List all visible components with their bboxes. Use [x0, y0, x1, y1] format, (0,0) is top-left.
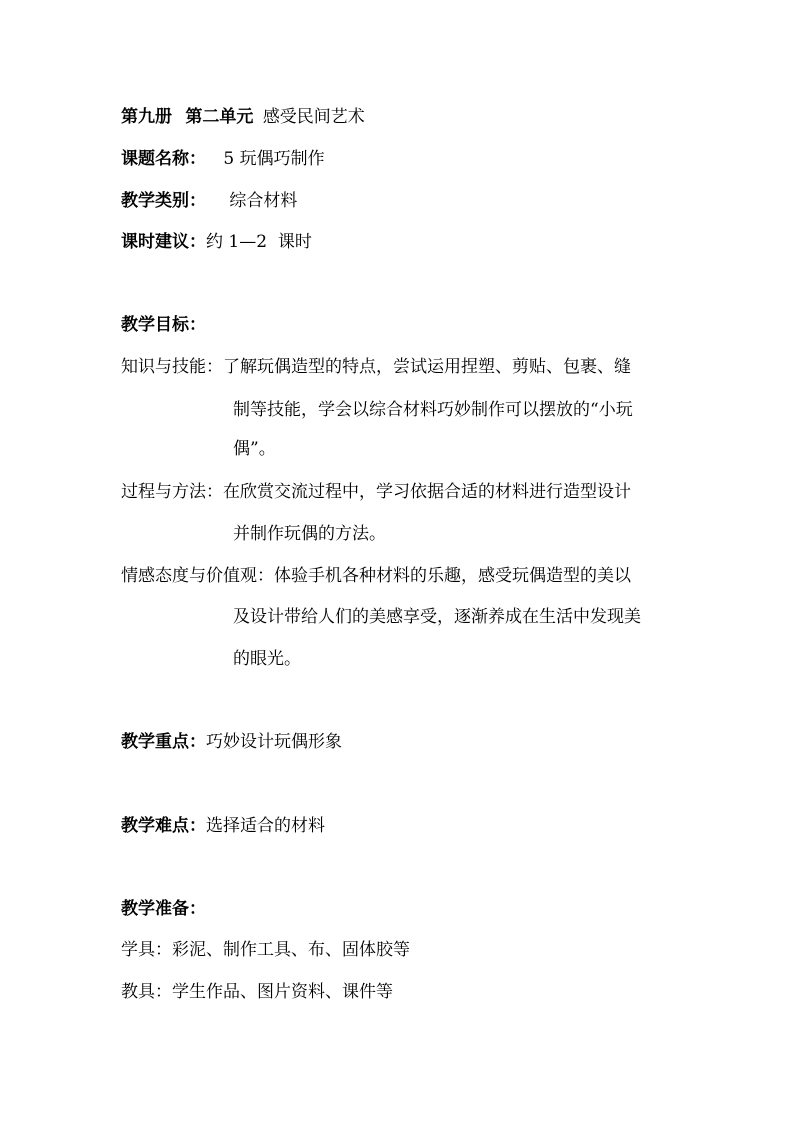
topic-label: 课题名称：: [121, 149, 206, 169]
difficulty-value: 选择适合的材料: [206, 816, 325, 836]
student-tools-value: 彩泥、制作工具、布、固体胶等: [172, 940, 410, 960]
knowledge-label: 知识与技能：: [121, 357, 223, 377]
topic-row: [121, 148, 325, 170]
teacher-tools-row: [121, 981, 393, 1003]
focus-value: 巧妙设计玩偶形象: [206, 732, 342, 752]
category-row: [121, 190, 297, 212]
objectives-heading: 教学目标：: [121, 315, 206, 335]
difficulty-row: [121, 815, 325, 837]
teacher-tools-label: 教具：: [121, 982, 172, 1002]
knowledge-row: [121, 356, 631, 378]
hours-label: 课时建议：: [121, 232, 206, 252]
emotion-row: [121, 565, 631, 587]
process-label: 过程与方法：: [121, 482, 223, 502]
unit-title: 感受民间艺术: [262, 107, 365, 127]
teacher-tools-value: 学生作品、图片资料、课件等: [172, 982, 393, 1002]
unit-label: 第二单元: [185, 107, 254, 127]
focus-label: 教学重点：: [121, 732, 206, 752]
student-tools-row: [121, 939, 410, 961]
emotion-line2: 及设计带给人们的美感享受，逐渐养成在生活中发现美: [233, 607, 641, 627]
hours-value: 约 1—2 课时: [206, 232, 312, 252]
hours-row: [121, 231, 312, 253]
emotion-line1: 体验手机各种材料的乐趣，感受玩偶造型的美以: [274, 566, 631, 586]
unit-header: [121, 106, 365, 128]
process-line2: 并制作玩偶的方法。: [233, 524, 386, 544]
difficulty-label: 教学难点：: [121, 816, 206, 836]
knowledge-line3: 偶”。: [233, 439, 276, 459]
knowledge-line1: 了解玩偶造型的特点，尝试运用捏塑、剪贴、包裹、缝: [223, 357, 631, 377]
process-line1: 在欣赏交流过程中，学习依据合适的材料进行造型设计: [223, 482, 631, 502]
book-label: 第九册: [121, 107, 172, 127]
topic-value: 5 玩偶巧制作: [223, 149, 325, 169]
process-row: [121, 481, 631, 503]
category-value: 综合材料: [229, 191, 298, 211]
category-label: 教学类别：: [121, 191, 206, 211]
focus-row: [121, 731, 342, 753]
preparation-heading: 教学准备：: [121, 899, 206, 919]
student-tools-label: 学具：: [121, 940, 172, 960]
emotion-line3: 的眼光。: [233, 649, 301, 669]
emotion-label: 情感态度与价值观：: [121, 566, 274, 586]
knowledge-line2: 制等技能，学会以综合材料巧妙制作可以摆放的“小玩: [233, 400, 633, 420]
